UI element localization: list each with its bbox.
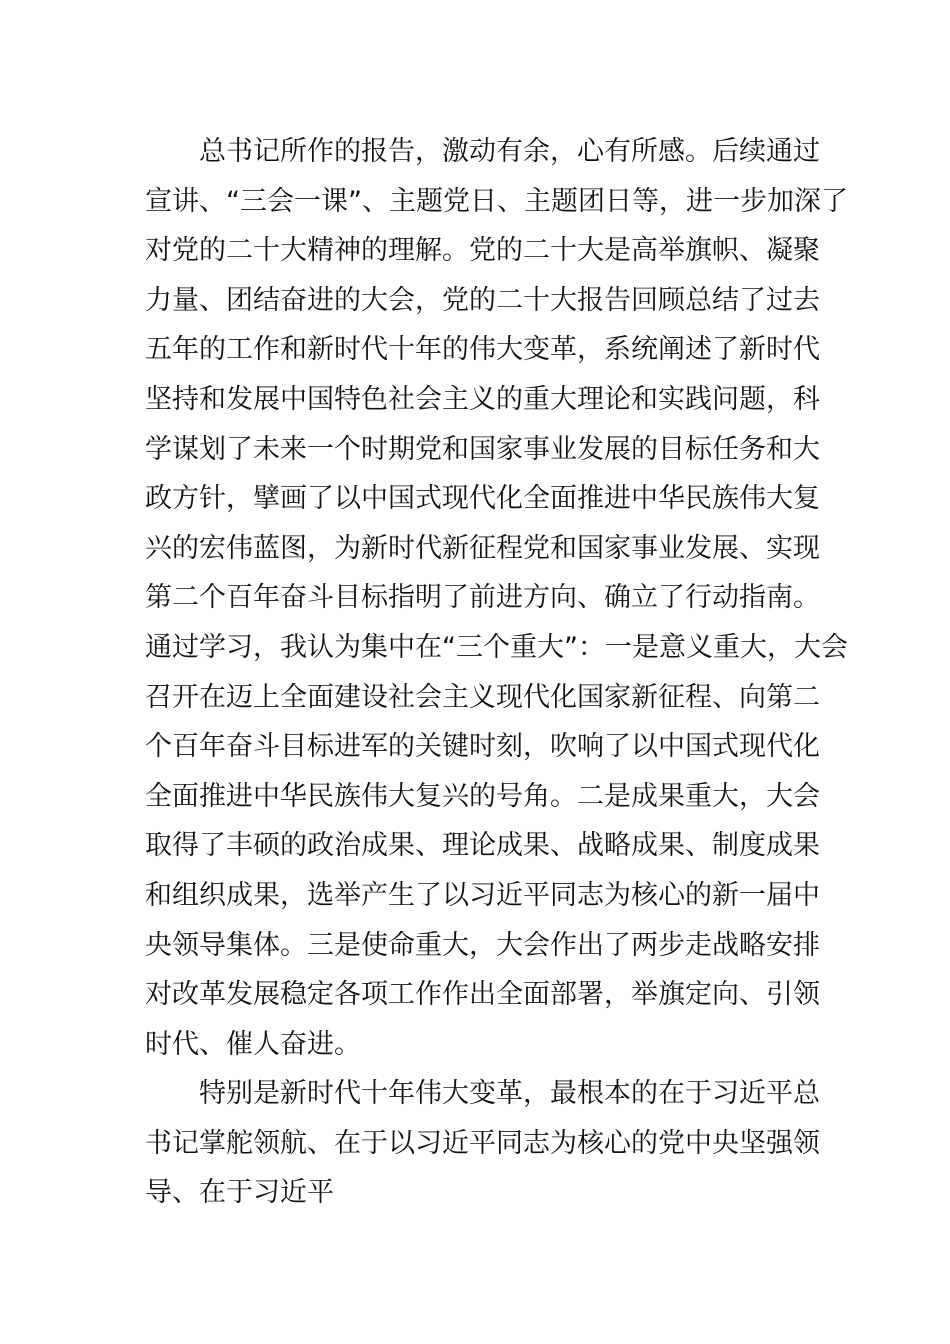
text-line: 坚持和发展中国特色社会主义的重大理论和实践问题，科	[145, 383, 820, 415]
text-line: 特别是新时代十年伟大变革，最根本的在于习近平总	[199, 1078, 820, 1110]
text-line: 央领导集体。三是使命重大，大会作出了两步走战略安排	[145, 929, 820, 961]
text-line: 通过学习，我认为集中在“三个重大”：一是意义重大，大会	[145, 631, 848, 663]
text-line: 时代、催人奋进。	[145, 1028, 361, 1060]
text-line: 学谋划了未来一个时期党和国家事业发展的目标任务和大	[145, 433, 820, 465]
text-line: 对改革发展稳定各项工作作出全面部署，举旗定向、引领	[145, 979, 820, 1011]
text-line: 对党的二十大精神的理解。党的二十大是高举旗帜、凝聚	[145, 235, 820, 267]
text-line: 总书记所作的报告，激动有余，心有所感。后续通过	[199, 136, 820, 167]
text-line: 力量、团结奋进的大会，党的二十大报告回顾总结了过去	[145, 284, 820, 316]
text-line: 全面推进中华民族伟大复兴的号角。二是成果重大，大会	[145, 780, 820, 812]
text-line: 宣讲、“三会一课”、主题党日、主题团日等，进一步加深了	[145, 185, 848, 217]
text-line: 召开在迈上全面建设社会主义现代化国家新征程、向第二	[145, 681, 820, 713]
text-line: 政方针，擘画了以中国式现代化全面推进中华民族伟大复	[145, 483, 820, 515]
text-line: 五年的工作和新时代十年的伟大变革，系统阐述了新时代	[145, 334, 820, 366]
text-line: 个百年奋斗目标进军的关键时刻，吹响了以中国式现代化	[145, 731, 820, 763]
text-line: 导、在于习近平	[145, 1177, 334, 1209]
text-line: 书记掌舵领航、在于以习近平同志为核心的党中央坚强领	[145, 1127, 820, 1159]
document-body	[145, 127, 848, 1218]
text-line: 取得了丰硕的政治成果、理论成果、战略成果、制度成果	[145, 830, 820, 862]
text-line: 和组织成果，选举产生了以习近平同志为核心的新一届中	[145, 879, 820, 911]
text-line: 兴的宏伟蓝图，为新时代新征程党和国家事业发展、实现	[145, 532, 820, 564]
text-line: 第二个百年奋斗目标指明了前进方向、确立了行动指南。	[145, 582, 820, 614]
